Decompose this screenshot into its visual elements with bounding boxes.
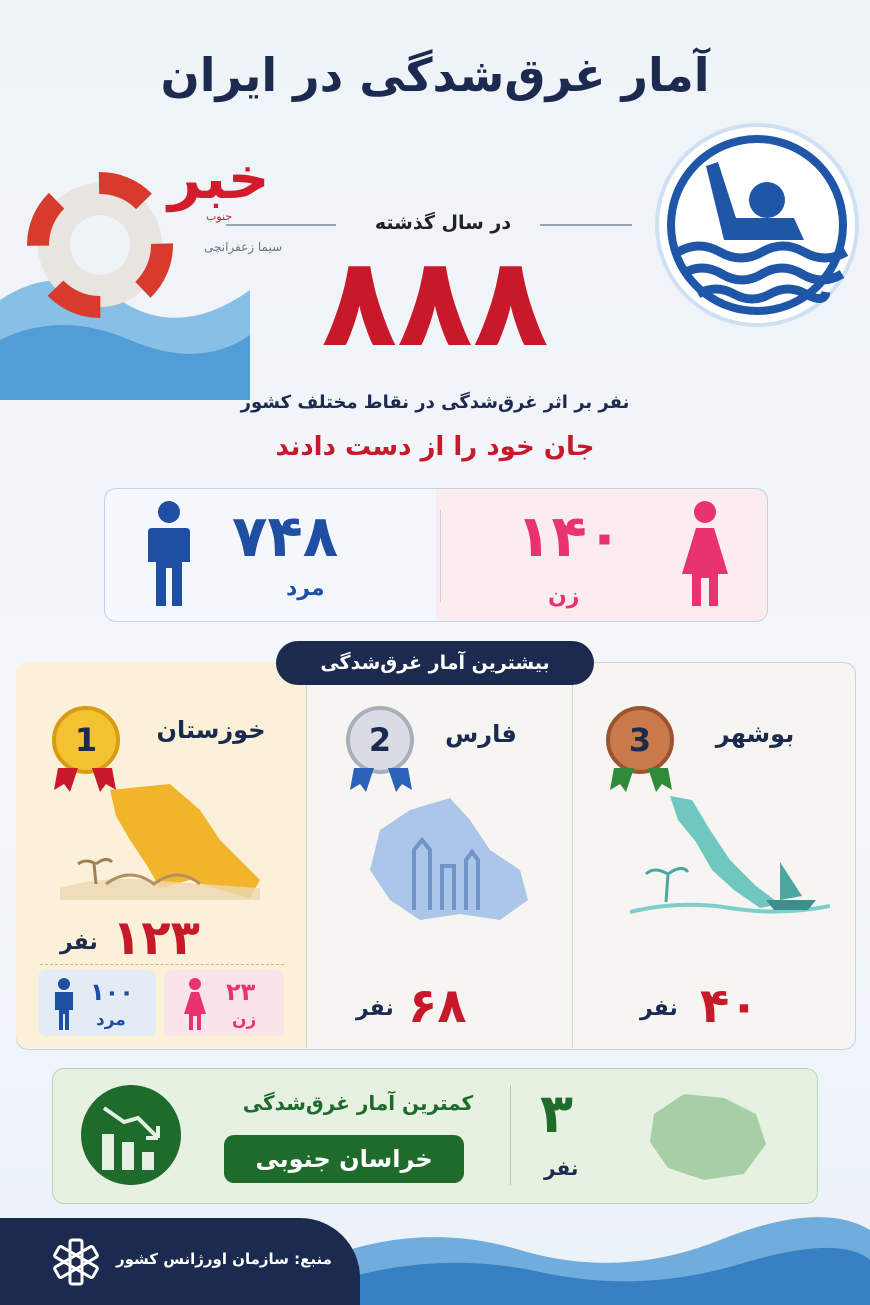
count-unit: نفر <box>60 930 98 955</box>
women-count: ۱۴۰ <box>516 502 623 570</box>
province-name: فارس <box>445 720 517 748</box>
khuzestan-map <box>50 780 290 910</box>
women-label: زن <box>548 584 580 609</box>
divider-line <box>226 224 336 226</box>
men-label: مرد <box>286 576 325 601</box>
ranking-heading: بیشترین آمار غرق‌شدگی <box>276 641 594 685</box>
watermark-logo: خبر <box>168 144 270 212</box>
man-icon <box>144 500 194 608</box>
south-khorasan-map <box>644 1084 772 1184</box>
declining-bar-chart-icon <box>72 1082 190 1188</box>
drowning-swimmer-icon <box>654 122 860 328</box>
man-icon <box>52 978 76 1030</box>
woman-icon <box>182 978 208 1030</box>
women-sub-label: زن <box>232 1010 257 1030</box>
lowest-unit: نفر <box>544 1156 579 1180</box>
lowest-heading: کمترین آمار غرق‌شدگی <box>242 1091 474 1115</box>
men-count: ۷۴۸ <box>232 502 339 570</box>
men-sub-count: ۱۰۰ <box>90 978 134 1006</box>
woman-icon <box>678 500 732 608</box>
column-divider <box>572 662 573 1048</box>
fars-map <box>350 790 540 930</box>
page-title: آمار غرق‌شدگی در ایران <box>160 48 710 102</box>
lost-lives-text: جان خود را از دست دادند <box>275 432 595 462</box>
period-label: در سال گذشته <box>374 212 512 234</box>
source-credit: منبع: سازمان اورژانس کشور <box>116 1250 332 1268</box>
silver-medal-icon: 2 <box>346 706 414 774</box>
count-unit: نفر <box>640 996 678 1021</box>
lowest-province: خراسان جنوبی <box>224 1135 464 1183</box>
province-count: ۴۰ <box>700 978 759 1034</box>
province-count: ۱۲۳ <box>112 910 200 966</box>
gender-divider <box>440 510 441 602</box>
men-sub-label: مرد <box>96 1010 126 1030</box>
divider-line <box>540 224 632 226</box>
watermark-author: سیما زعفرانچی <box>204 240 283 254</box>
gender-breakdown-card <box>104 488 768 622</box>
total-deaths-number: ۸۸۸ <box>321 231 549 375</box>
gold-medal-icon: 1 <box>52 706 120 774</box>
province-name: بوشهر <box>715 720 795 748</box>
province-name: خوزستان <box>156 716 266 744</box>
watermark-logo-small: جنوب <box>206 210 233 223</box>
count-unit: نفر <box>356 996 394 1021</box>
women-sub-count: ۲۳ <box>226 978 256 1006</box>
bushehr-map <box>630 790 830 920</box>
divider-line <box>40 964 284 965</box>
description-text: نفر بر اثر غرق‌شدگی در نقاط مختلف کشور <box>240 392 630 413</box>
star-of-life-icon <box>50 1236 102 1288</box>
lowest-count: ۳ <box>540 1082 573 1145</box>
province-count: ۶۸ <box>408 978 467 1034</box>
column-divider <box>306 662 307 1048</box>
lowest-divider <box>510 1085 511 1185</box>
bronze-medal-icon: 3 <box>606 706 674 774</box>
lifebuoy-icon <box>0 150 250 400</box>
